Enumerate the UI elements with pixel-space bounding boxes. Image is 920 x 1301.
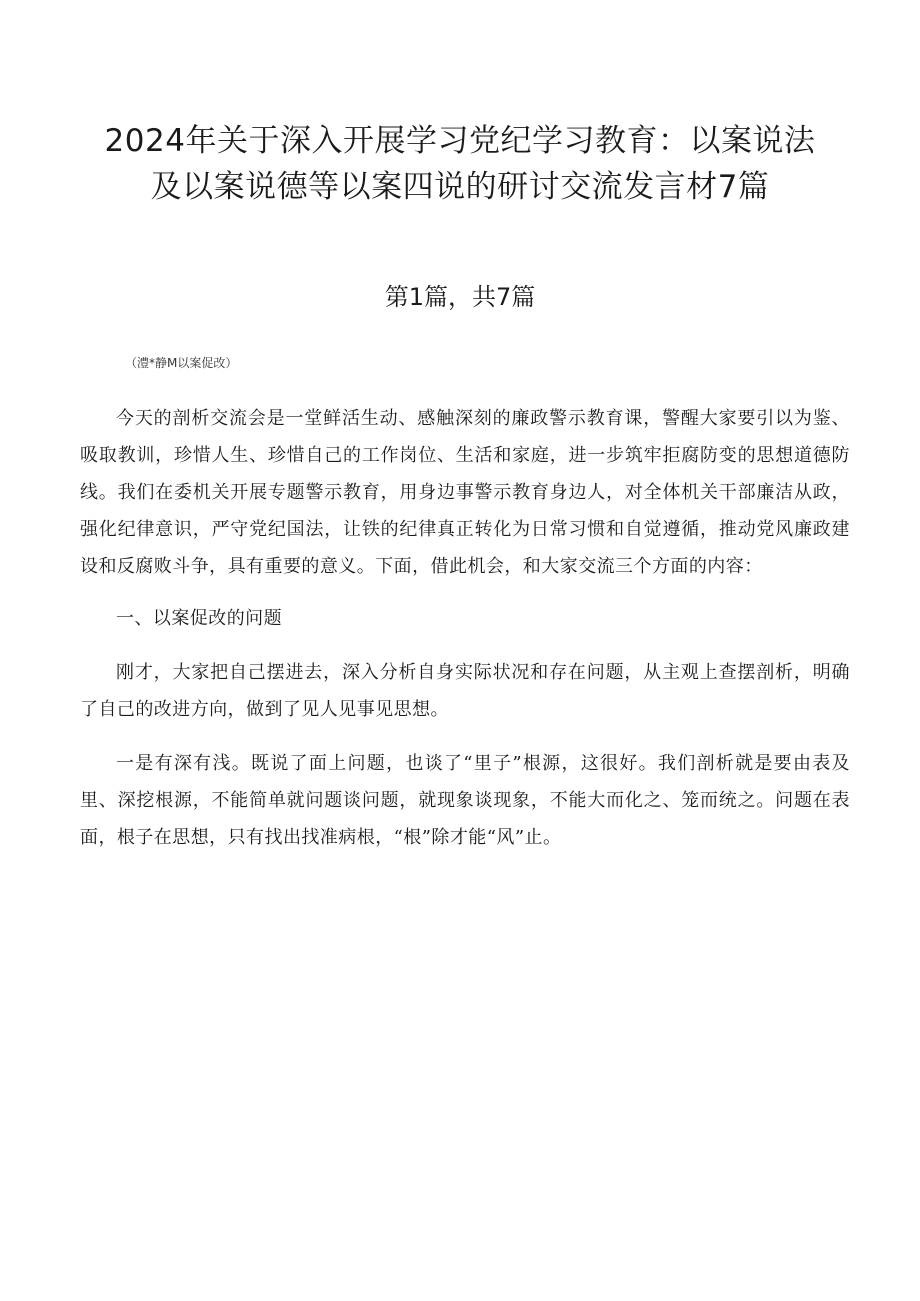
paragraph-3: 一是有深有浅。既说了面上问题，也谈了“里子”根源，这很好。我们剖析就是要由表及里、深挖根源，不能简单就问题谈问题，就现象谈现象，不能大而化之、笼而统之。问题在表面，根子在思想，只有找出找准病根，“根”除才能“风”止。 [80, 753, 850, 848]
document-title-line-2: 及以案说德等以案四说的研讨交流发言材7篇 [150, 169, 770, 205]
subnote: （澧*静M以案促改） [125, 356, 238, 370]
paragraph-2: 刚才，大家把自己摆进去，深入分析自身实际状况和存在问题，从主观上查摆剖析，明确了自己的改进方向，做到了见人见事见思想。 [80, 662, 850, 720]
part-label: 第1篇，共7篇 [384, 283, 536, 311]
document-body [80, 400, 850, 856]
document-title-line-1: 2024年关于深入开展学习党纪学习教育：以案说法 [104, 123, 816, 159]
document-title [70, 118, 850, 210]
paragraph-intro: 今天的剖析交流会是一堂鲜活生动、感触深刻的廉政警示教育课，警醒大家要引以为鉴、吸取教训，珍惜人生、珍惜自己的工作岗位、生活和家庭，进一步筑牢拒腐防变的思想道德防线。我们在委机关开展专题警示教育，用身边事警示教育身边人，对全体机关干部廉洁从政，强化纪律意识，严守党纪国法，让铁的纪律真正转化为日常习惯和自觉遵循，推动党风廉政建设和反腐败斗争，具有重要的意义。下面，借此机会，和大家交流三个方面的内容： [80, 408, 850, 577]
section-heading: 一、以案促改的问题 [116, 608, 283, 629]
